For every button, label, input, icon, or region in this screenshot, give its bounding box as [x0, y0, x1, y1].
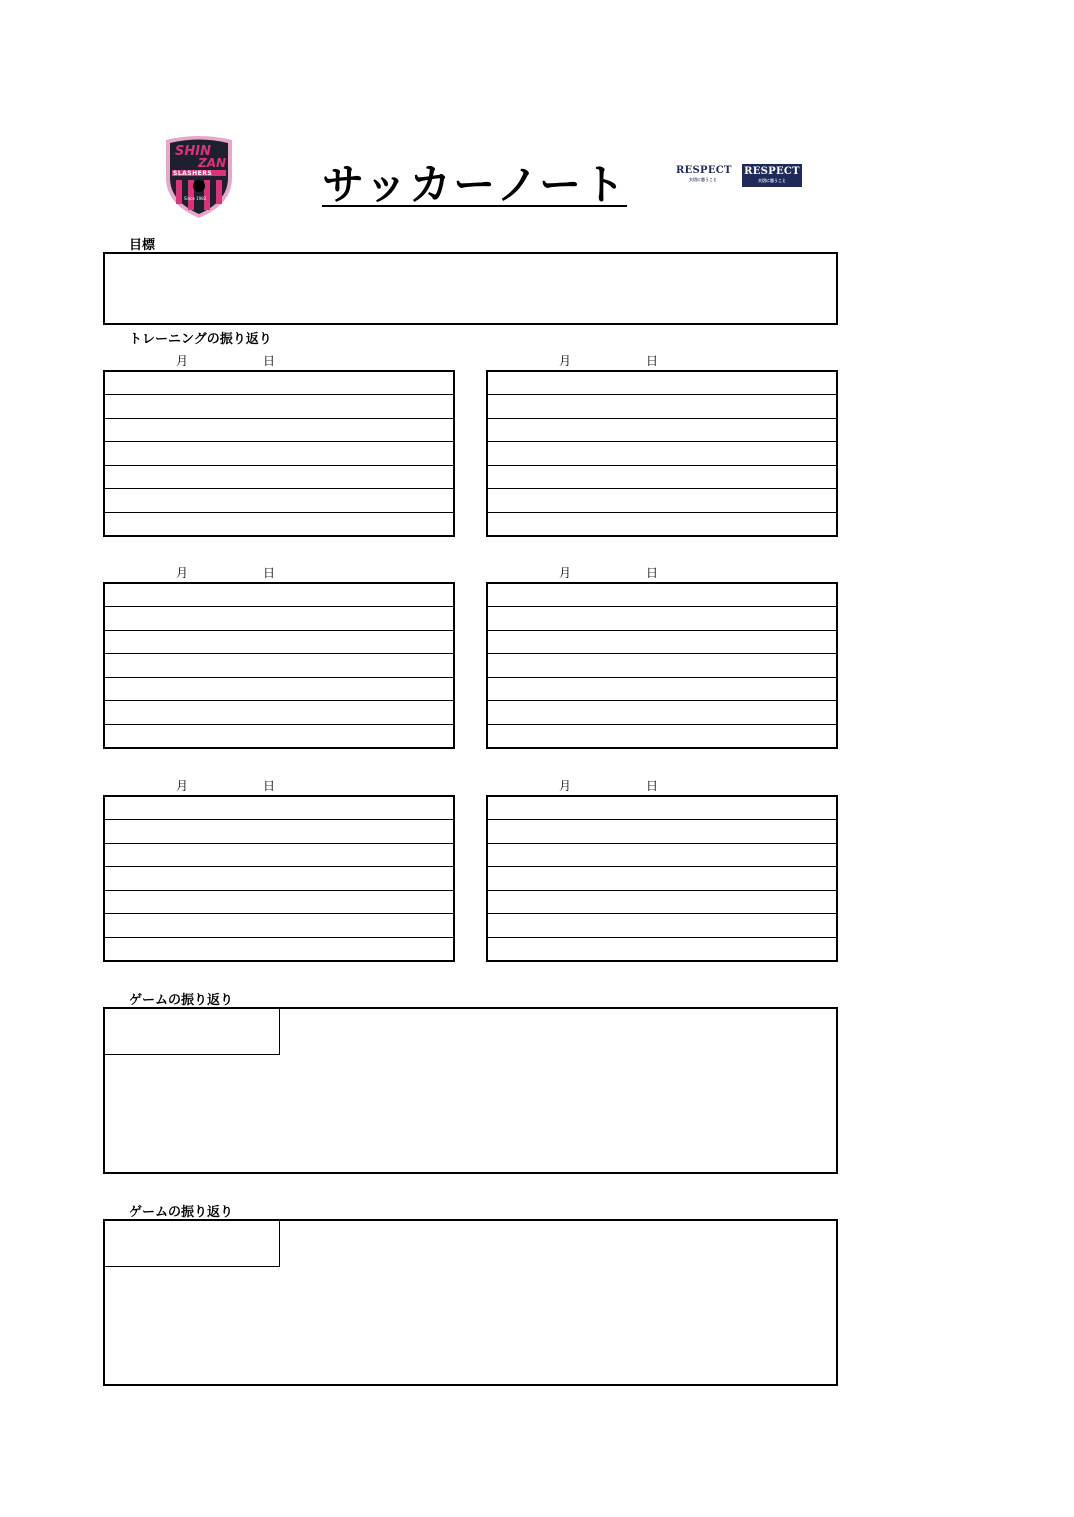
day-label: 日	[646, 779, 659, 793]
respect-badge-sub: 大切に思うこと	[689, 177, 717, 182]
respect-badge-light	[676, 166, 730, 186]
month-label: 月	[176, 779, 189, 793]
game-review-label: ゲームの振り返り	[129, 1205, 234, 1220]
day-label: 日	[263, 354, 276, 368]
day-label: 日	[646, 354, 659, 368]
training-note-block[interactable]	[486, 795, 838, 962]
page-title: サッカーノート	[322, 160, 628, 209]
training-note-block[interactable]	[486, 370, 838, 537]
day-label: 日	[263, 779, 276, 793]
respect-badge-dark	[742, 164, 802, 187]
month-label: 月	[559, 779, 572, 793]
training-note-block[interactable]	[103, 582, 455, 749]
month-label: 月	[176, 566, 189, 580]
month-label: 月	[559, 566, 572, 580]
training-note-block[interactable]	[103, 795, 455, 962]
respect-badge-word: RESPECT	[676, 165, 732, 176]
game-review-field[interactable]	[103, 1007, 838, 1174]
logo-text-top: SHIN	[175, 144, 211, 159]
day-label: 日	[263, 566, 276, 580]
game-review-label: ゲームの振り返り	[129, 993, 234, 1008]
training-note-block[interactable]	[103, 370, 455, 537]
logo-text-band: SLASHERS	[173, 170, 213, 177]
goal-label: 目標	[129, 238, 156, 253]
month-label: 月	[176, 354, 189, 368]
training-label: トレーニングの振り返り	[129, 332, 272, 347]
logo-text-bottom: Since 1982	[184, 196, 207, 201]
game-review-field[interactable]	[103, 1219, 838, 1386]
respect-badge-sub: 大切に思うこと	[758, 178, 786, 183]
game-info-field[interactable]	[105, 1221, 280, 1267]
day-label: 日	[646, 566, 659, 580]
respect-badge-word: RESPECT	[744, 166, 800, 177]
goal-field[interactable]	[103, 252, 838, 325]
month-label: 月	[559, 354, 572, 368]
logo-text-mid: ZAN	[198, 156, 227, 170]
training-note-block[interactable]	[486, 582, 838, 749]
game-info-field[interactable]	[105, 1009, 280, 1055]
team-logo	[162, 134, 236, 220]
